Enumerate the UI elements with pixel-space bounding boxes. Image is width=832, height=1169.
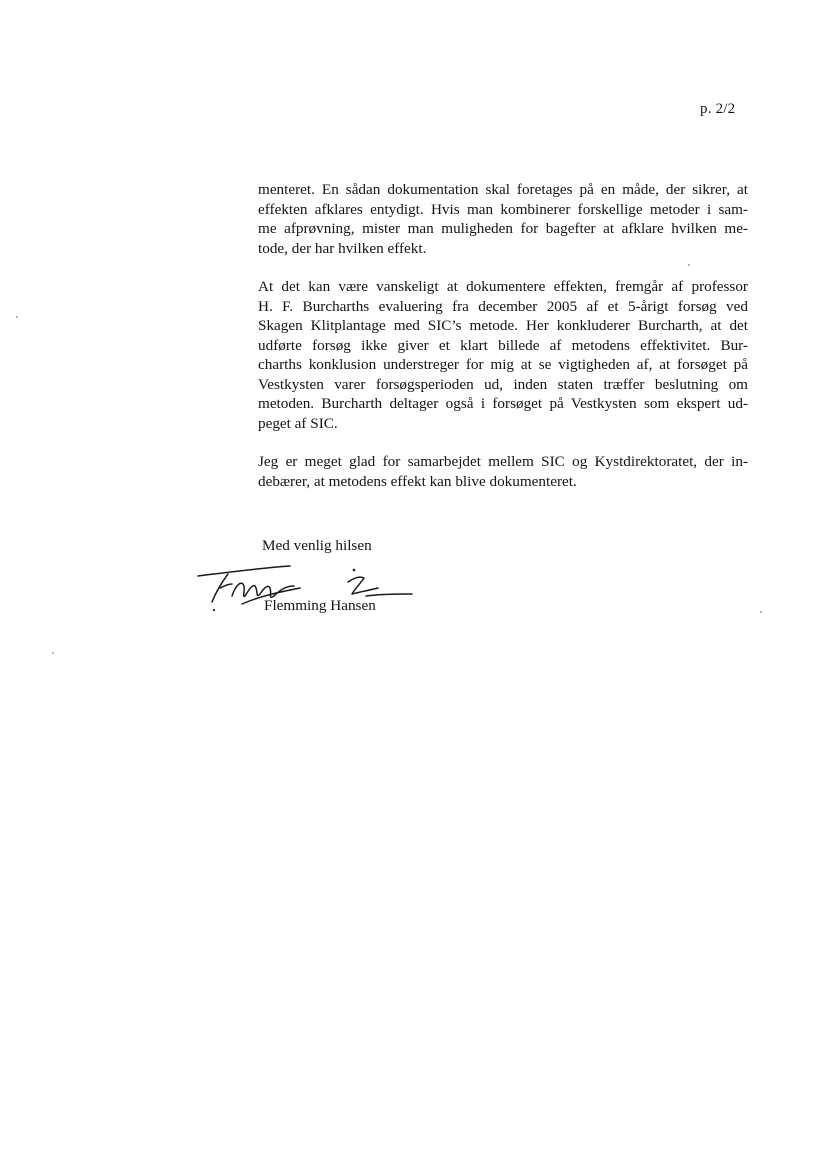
text-line: Jeg er meget glad for samarbejdet mellem SIC og Kystdirektoratet, der in- [258,453,748,470]
scan-speck [52,652,54,654]
paragraph [258,277,748,433]
closing: Med venlig hilsen [262,537,372,554]
text-line: udførte forsøg ikke giver et klart billede af metodens effektivitet. Bur- [258,336,748,354]
text-line: At det kan være vanskeligt at dokumentere effekten, fremgår af professor [258,278,748,295]
text-line: charths konklusion understreger for mig at se vigtigheden af, at forsøget på [258,356,748,373]
paragraph [258,180,748,258]
text-line: H. F. Burcharths evaluering fra december 2005 af et 5-årigt forsøg ved [258,297,748,315]
text-line: tode, der har hvilken effekt. [258,239,427,257]
page-number: p. 2/2 [700,101,736,117]
text-line: Vestkysten varer forsøgsperioden ud, inden staten træffer beslutning om [258,375,748,393]
signer-name: Flemming Hansen [264,597,376,614]
text-line: metoden. Burcharth deltager også i forsøget på Vestkysten som ekspert ud- [258,395,748,412]
scan-speck [688,264,690,266]
text-line: peget af SIC. [258,414,338,432]
text-line: me afprøvning, mister man muligheden for bagefter at afklare hvilken me- [258,220,748,237]
letter-body [258,180,748,510]
text-line: effekten afklares entydigt. Hvis man kombinerer forskellige metoder i sam- [258,200,748,218]
text-line: debærer, at metodens effekt kan blive dokumenteret. [258,472,577,490]
scan-speck [16,316,18,318]
text-line: Skagen Klitplantage med SIC’s metode. Her konkluderer Burcharth, at det [258,317,748,334]
text-line: menteret. En sådan dokumentation skal foretages på en måde, der sikrer, at [258,181,748,198]
paragraph [258,452,748,491]
scan-speck [760,611,762,613]
